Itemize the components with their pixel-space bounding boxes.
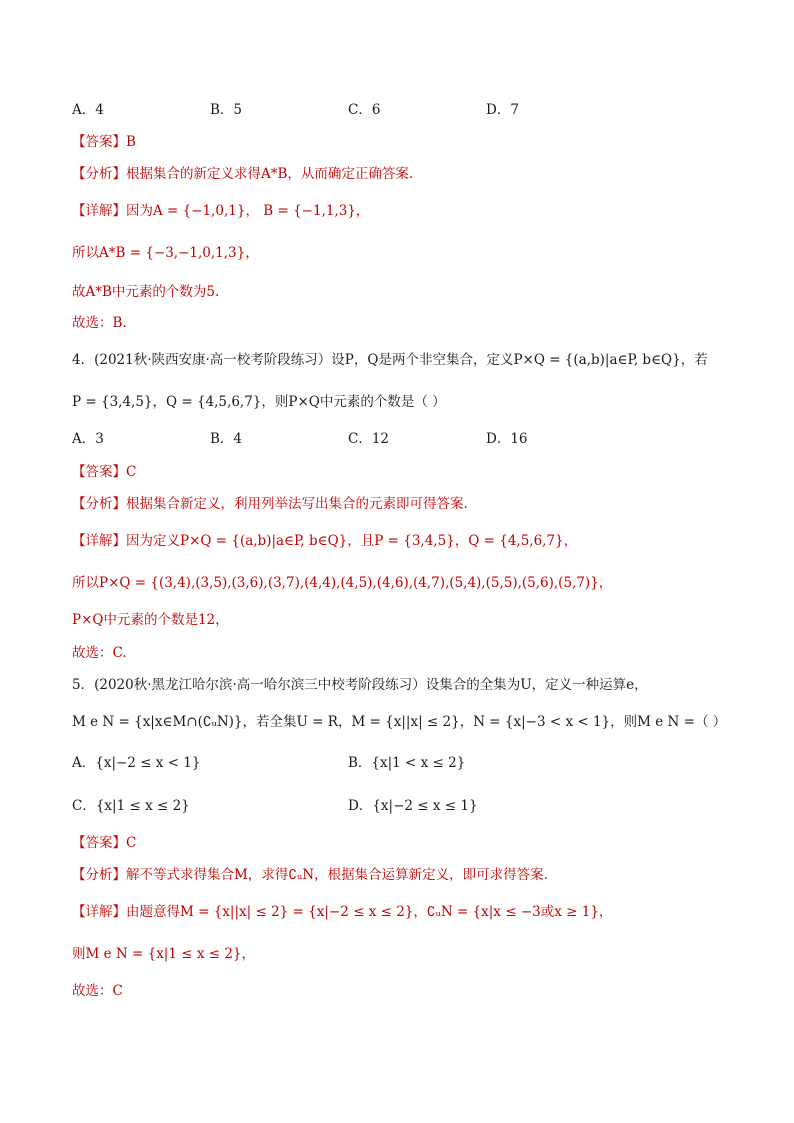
q5-answer [72, 832, 136, 854]
q4-analysis [72, 493, 468, 515]
q4-detail-line2: 所以P×Q = {(3,4),(3,5),(3,6),(3,7),(4,4),(4,5),(4,6),(4,7),(5,4),(5,5),(5,6),(5,7)}， [72, 575, 613, 591]
analysis-tag: 【分析】 [72, 867, 126, 883]
detail-line3-end: ， [215, 612, 229, 628]
q3-detail-line3: 故A*B中元素的个数为5. [72, 284, 220, 300]
detail-text: 因为A = {−1,0,1}， B = {−1,1,3}， [126, 203, 370, 219]
q3-option-b: B．5 [210, 102, 243, 118]
q5-option-b: B．{x|1 < x ≤ 2} [348, 755, 466, 771]
q3-detail-line2: 所以A*B = {−3,−1,0,1,3}， [72, 245, 259, 261]
q4-detail-line4: 故选：C. [72, 645, 127, 661]
detail-tag: 【详解】 [72, 533, 126, 549]
q3-answer [72, 131, 136, 153]
analysis-text: 解不等式求得集合M，求得∁ᵤN，根据集合运算新定义，即可求得答案. [126, 867, 548, 883]
q4-option-b: B．4 [210, 431, 243, 447]
q5-stem-line1: 5．(2020秋·黑龙江哈尔滨·高一哈尔滨三中校考阶段练习）设集合的全集为U，定义一种运算e， [72, 677, 648, 693]
q4-option-d: D．16 [486, 431, 528, 447]
analysis-tag: 【分析】 [72, 496, 126, 512]
q5-analysis [72, 864, 548, 886]
q4-stem-line1: 4．(2021秋·陕西安康·高一校考阶段练习）设P，Q是两个非空集合，定义P×Q = {(a,b)|a∈P, b∈Q}，若 [72, 352, 708, 368]
answer-tag: 【答案】 [72, 464, 126, 480]
q5-detail-line2: 则M e N = {x|1 ≤ x ≤ 2}， [72, 946, 256, 962]
answer-value: B [126, 134, 136, 150]
q5-stem-line2: M e N = {x|x∈M∩(∁ᵤN)}，若全集U = R，M = {x||x| ≤ 2}，N = {x|−3 < x < 1}，则M e N =（ ） [72, 714, 727, 730]
analysis-text: 根据集合的新定义求得A*B，从而确定正确答案. [126, 166, 414, 182]
answer-tag: 【答案】 [72, 134, 126, 150]
q5-detail-line3: 故选：C [72, 983, 123, 999]
detail-tag: 【详解】 [72, 904, 126, 920]
q4-answer [72, 461, 136, 483]
q4-option-c: C．12 [348, 431, 390, 447]
detail-line3-text: P×Q中元素的个数是 [72, 612, 198, 628]
detail-text: 因为定义P×Q = {(a,b)|a∈P, b∈Q}，且P = {3,4,5}，Q = {4,5,6,7}， [126, 533, 578, 549]
q3-option-a: A．4 [72, 102, 104, 118]
q3-detail-line4: 故选：B. [72, 315, 127, 331]
q4-option-a: A．3 [72, 431, 104, 447]
detail-tag: 【详解】 [72, 203, 126, 219]
answer-tag: 【答案】 [72, 835, 126, 851]
q5-detail [72, 901, 612, 923]
q3-option-c: C．6 [348, 102, 381, 118]
q5-option-a: A．{x|−2 ≤ x < 1} [72, 755, 201, 771]
detail-text: 由题意得M = {x||x| ≤ 2} = {x|−2 ≤ x ≤ 2}，∁ᵤN = {x|x ≤ −3或x ≥ 1}， [126, 904, 613, 920]
analysis-text: 根据集合新定义，利用列举法写出集合的元素即可得答案. [126, 496, 468, 512]
answer-value: C [126, 835, 137, 851]
q3-detail [72, 200, 369, 222]
q4-detail [72, 530, 577, 552]
q4-detail-line3 [72, 609, 229, 631]
detail-line3-count: 12 [197, 612, 216, 628]
q4-stem-line2: P = {3,4,5}，Q = {4,5,6,7}，则P×Q中元素的个数是（ ） [72, 394, 446, 410]
analysis-tag: 【分析】 [72, 166, 126, 182]
q5-option-c: C．{x|1 ≤ x ≤ 2} [72, 798, 190, 814]
answer-value: C [126, 464, 137, 480]
q5-option-d: D．{x|−2 ≤ x ≤ 1} [348, 798, 478, 814]
q3-analysis [72, 163, 413, 185]
q3-option-d: D．7 [486, 102, 519, 118]
